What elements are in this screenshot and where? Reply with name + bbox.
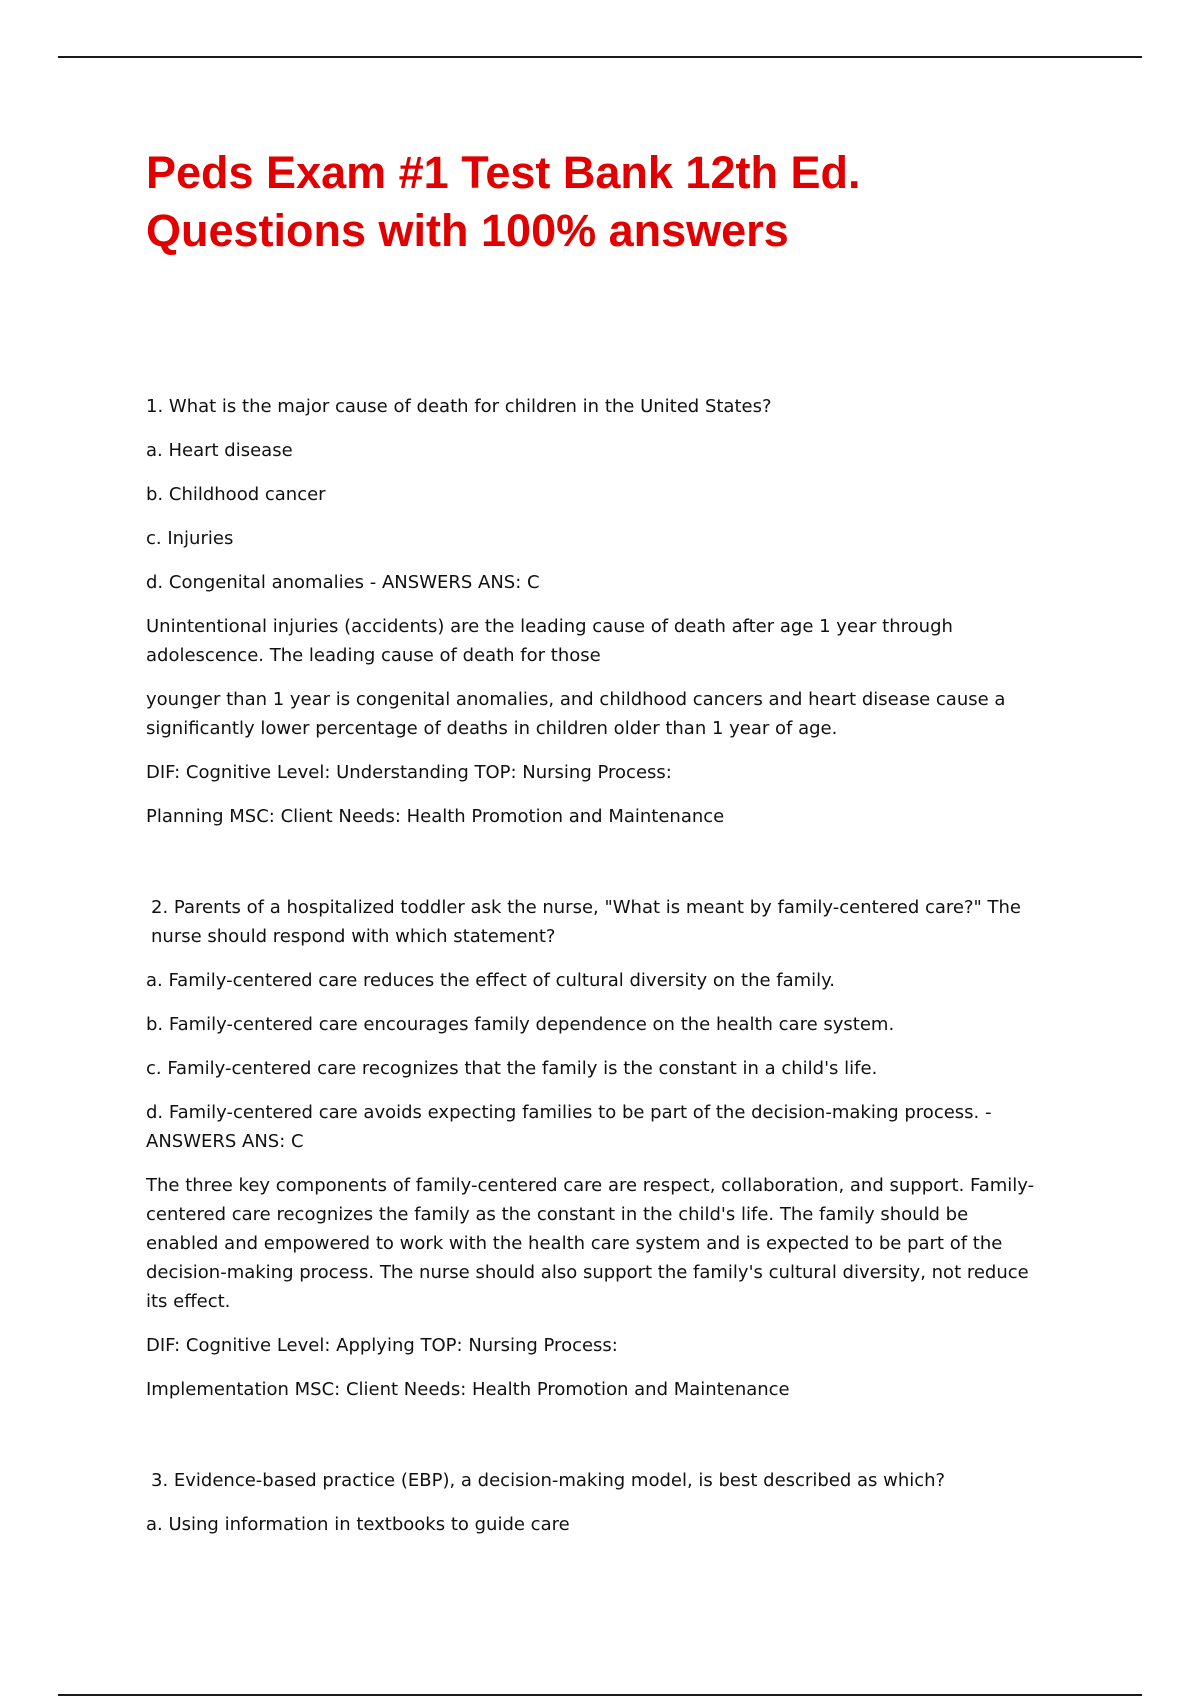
top-rule [58, 56, 1142, 58]
question-2-msc: Implementation MSC: Client Needs: Health Promotion and Maintenance [146, 1379, 790, 1400]
document-body [146, 392, 1046, 1554]
document-title [146, 144, 1106, 260]
question-1-option-a: a. Heart disease [146, 440, 293, 461]
question-3-option-a: a. Using information in textbooks to guide care [146, 1514, 570, 1535]
question-1-dif: DIF: Cognitive Level: Understanding TOP: Nursing Process: [146, 762, 672, 783]
question-3-text: 3. Evidence-based practice (EBP), a decision-making model, is best described as which? [151, 1470, 946, 1491]
question-2-text: 2. Parents of a hospitalized toddler ask the nurse, "What is meant by family-centered care?" The nurse should respond with which statement? [151, 897, 1022, 947]
question-1-block [146, 392, 1046, 831]
title-line-1: Peds Exam #1 Test Bank 12th Ed. [146, 147, 861, 198]
question-2-dif: DIF: Cognitive Level: Applying TOP: Nursing Process: [146, 1335, 618, 1356]
question-1-option-c: c. Injuries [146, 528, 234, 549]
question-1-rationale-part-1: Unintentional injuries (accidents) are the leading cause of death after age 1 year through adolescence. The leading cause of death for those [146, 616, 953, 666]
question-1-option-d: d. Congenital anomalies - ANSWERS ANS: C [146, 572, 540, 593]
question-3-block [146, 1466, 1046, 1539]
question-2-option-a: a. Family-centered care reduces the effect of cultural diversity on the family. [146, 970, 835, 991]
question-2-option-c: c. Family-centered care recognizes that the family is the constant in a child's life. [146, 1058, 878, 1079]
question-1-text: 1. What is the major cause of death for children in the United States? [146, 396, 772, 417]
title-line-2: Questions with 100% answers [146, 205, 789, 256]
question-2-block [146, 893, 1046, 1404]
question-2-rationale: The three key components of family-centered care are respect, collaboration, and support. Family-centered care recognizes the family as the constant in the child's life. The family should be enabled and empowered to work with the health care system and is expected to be part of the decision-making process. The nurse should also support the family's cultural diversity, not reduce its effect. [146, 1175, 1035, 1312]
question-2-option-b: b. Family-centered care encourages family dependence on the health care system. [146, 1014, 895, 1035]
question-1-msc: Planning MSC: Client Needs: Health Promotion and Maintenance [146, 806, 725, 827]
question-1-rationale-part-2: younger than 1 year is congenital anomalies, and childhood cancers and heart disease cause a significantly lower percentage of deaths in children older than 1 year of age. [146, 689, 1006, 739]
question-1-option-b: b. Childhood cancer [146, 484, 326, 505]
bottom-rule [58, 1694, 1142, 1696]
question-2-option-d: d. Family-centered care avoids expecting families to be part of the decision-making process. - ANSWERS ANS: C [146, 1102, 992, 1152]
